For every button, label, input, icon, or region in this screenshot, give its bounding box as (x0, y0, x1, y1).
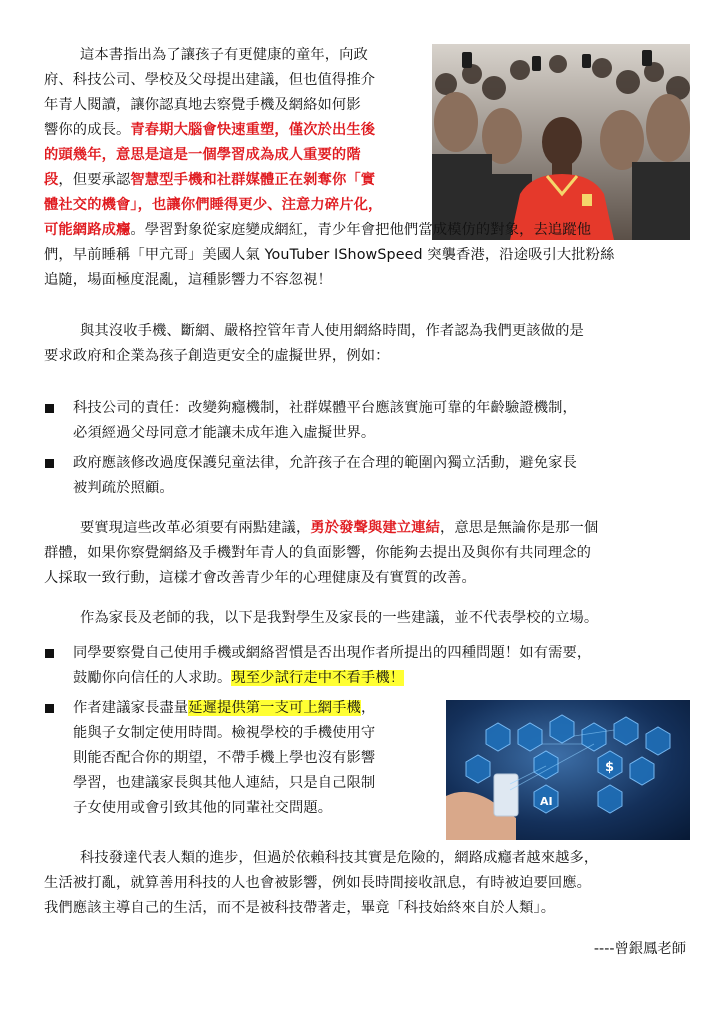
dollar-label: $ (605, 760, 615, 775)
p1-text: 響你的成長。 (44, 122, 131, 138)
list-item-text: ， (360, 700, 376, 716)
list-item-text: 鼓勵你向信任的人求助。 (73, 670, 232, 686)
p1-emphasis: 體社交的機會」 (44, 197, 138, 213)
list-item: 同學要察覺自己使用手機或網絡習慣是否出現作者所提出的四種問題！如有需要， (73, 645, 592, 661)
list-item: 被判疏於照顧。 (73, 480, 174, 496)
bullet-square-icon (45, 649, 54, 658)
p1-line: 們，早前睡稱「甲亢哥」美國人氣 YouTuber IShowSpeed 突襲香港，沿途吸引大批粉絲 (44, 247, 615, 263)
p1-text: 。學習對象從家庭變成網紅，青少年會把他們當成模仿的對象，去追蹤他 (130, 222, 592, 238)
bullet-square-icon (45, 704, 54, 713)
list-item: 政府應該修改過度保護兒童法律，允許孩子在合理的範圍內獨立活動，避免家長 (73, 455, 577, 471)
p5-line: 科技發達代表人類的進步，但過於依賴科技其實是危險的，網路成癮者越來越多， (80, 850, 599, 866)
p1-line (44, 218, 591, 243)
p5-line: 我們應該主導自己的生活，而不是被科技帶著走，畢竟「科技始終來自於人類」。 (44, 900, 556, 916)
author-signature: ----曾銀鳳老師 (593, 941, 686, 957)
p3-emphasis: 勇於發聲與建立連結 (310, 520, 440, 536)
p1-text: ，但要承認 (58, 172, 131, 188)
p1-line: 年青人閱讀，讓你認真地去察覺手機及網絡如何影 (44, 97, 361, 113)
p1-emphasis: 可能網路成癮 (44, 222, 131, 238)
p1-emphasis: 青春期大腦會快速重塑，僅次於出生後 (130, 122, 376, 138)
p4-line: 作為家長及老師的我，以下是我對學生及家長的一些建議，並不代表學校的立場。 (80, 610, 599, 626)
bullet-square-icon (45, 459, 54, 468)
list-item: 科技公司的責任：改變夠癮機制，社群媒體平台應該實施可靠的年齡驗證機制， (73, 400, 577, 416)
p1-emphasis: ，也讓你們睡得更少、注意力碎片化， (137, 197, 383, 213)
p5-line: 生活被打亂，就算善用科技的人也會被影響，例如長時間接收訊息，有時被迫要回應。 (44, 875, 592, 891)
list-item (73, 696, 375, 721)
list-item: 學習，也建議家長與其他人連結，只是自己限制 (73, 775, 376, 791)
bullet-square-icon (45, 404, 54, 413)
p3-line: 人採取一致行動，這樣才會改善青少年的心理健康及有實質的改善。 (44, 570, 476, 586)
p1-line: 這本書指出為了讓孩子有更健康的童年，向政 (80, 47, 368, 63)
p1-emphasis-line (44, 193, 382, 218)
crowd-photo (432, 44, 690, 240)
ai-label: AI (540, 795, 553, 808)
p3-line: 群體，如果你察覺網絡及手機對年青人的負面影響，你能夠去提出及與你有共同理念的 (44, 545, 592, 561)
p1-emphasis: 段 (44, 172, 59, 188)
p3-text: ，意思是無論你是那一個 (439, 520, 599, 536)
list-item-text: 作者建議家長盡量 (73, 700, 189, 716)
p1-line: 府、科技公司、學校及父母提出建議，但也值得推介 (44, 72, 376, 88)
list-item: 必須經過父母同意才能讓未成年進入虛擬世界。 (73, 425, 376, 441)
p1-emphasis: 智慧型手機和社群媒體正在剝奪你「實 (130, 172, 376, 188)
highlighted-text: 延遲提供第一支可上網手機 (188, 700, 361, 716)
p2-line: 與其沒收手機、斷網、嚴格控管年青人使用網絡時間，作者認為我們更該做的是 (80, 323, 584, 339)
list-item (73, 666, 404, 691)
p3-line (80, 516, 598, 541)
p1-line (44, 118, 375, 143)
list-item: 子女使用或會引致其他的同輩社交問題。 (73, 800, 333, 816)
p1-line (44, 168, 375, 193)
p3-text: 要實現這些改革必須要有兩點建議， (80, 520, 311, 536)
list-item: 則能否配合你的期望，不帶手機上學也沒有影響 (73, 750, 376, 766)
p1-emphasis-line: 的頭幾年，意思是這是一個學習成為成人重要的階 (44, 147, 361, 163)
list-item: 能與子女制定使用時間。檢視學校的手機使用守 (73, 725, 376, 741)
p2-line: 要求政府和企業為孩子創造更安全的虛擬世界，例如： (44, 348, 390, 364)
tech-network-image (446, 700, 690, 840)
p1-line: 追隨，場面極度混亂，這種影響力不容忽視！ (44, 272, 332, 288)
highlighted-text: 現至少試行走中不看手機！ (231, 670, 405, 686)
